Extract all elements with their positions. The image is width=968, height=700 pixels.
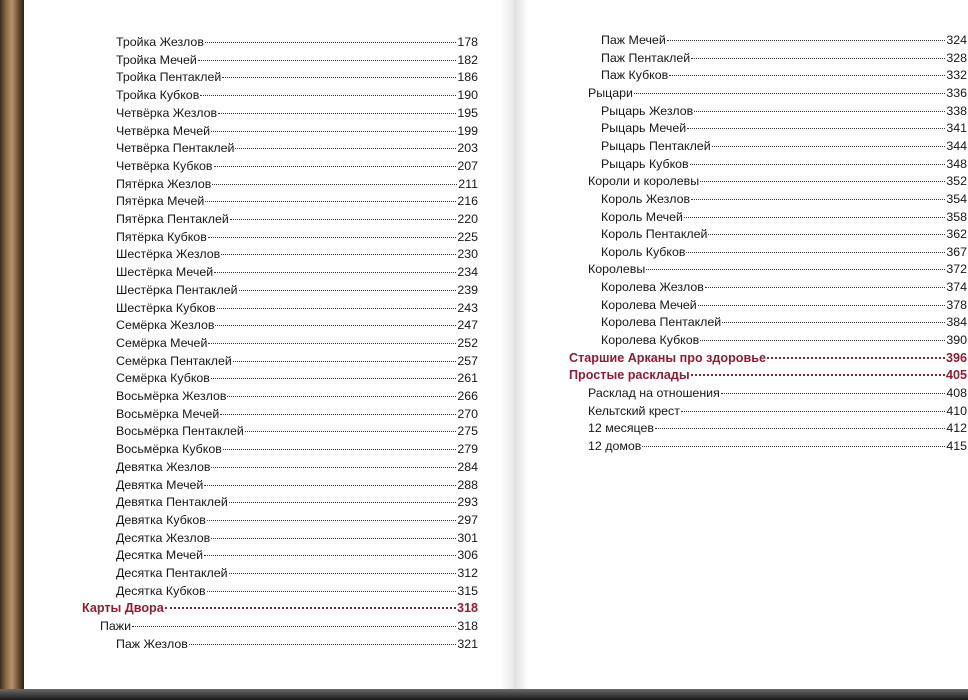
toc-entry: [82, 316, 478, 334]
toc-entry-title: Четвёрка Пентаклей: [116, 141, 235, 156]
toc-dot-leader: [687, 127, 945, 129]
toc-dot-leader: [705, 286, 946, 288]
toc-entry-title: Семёрка Пентаклей: [116, 353, 232, 368]
toc-entry-title: Расклад на отношения: [588, 386, 720, 400]
toc-entry: [82, 228, 478, 246]
toc-dot-leader: [691, 57, 945, 59]
toc-entry-title: Девятка Мечей: [116, 477, 204, 492]
toc-entry: [82, 175, 478, 193]
toc-entry-title: Король Мечей: [601, 209, 683, 224]
toc-dot-leader: [211, 537, 456, 539]
toc-entry-title: 12 месяцев: [588, 421, 654, 436]
toc-entry: [569, 402, 967, 420]
toc-entry: [82, 564, 478, 582]
toc-dot-leader: [204, 554, 456, 556]
toc-page-number: 284: [457, 459, 478, 474]
toc-page-number: 306: [457, 548, 478, 563]
book-spine-edge: [0, 0, 24, 700]
toc-dot-leader: [691, 373, 945, 376]
toc-entry-title: Старшие Арканы про здоровье: [569, 350, 766, 365]
toc-entry-title: Паж Кубков: [601, 68, 669, 83]
toc-dot-leader: [214, 165, 457, 167]
toc-entry-title: Тройка Мечей: [116, 52, 197, 67]
toc-page-number: 261: [457, 371, 478, 386]
toc-entry: [82, 157, 478, 175]
toc-page-number: 203: [457, 141, 478, 156]
toc-entry: [82, 245, 478, 263]
toc-dot-leader: [700, 339, 945, 341]
toc-dot-leader: [198, 59, 457, 61]
toc-page-number: 412: [946, 421, 967, 436]
toc-entry-title: Десятка Мечей: [116, 548, 204, 563]
toc-page-number: 178: [457, 35, 478, 49]
toc-dot-leader: [212, 183, 457, 185]
toc-page-number: 354: [946, 191, 967, 206]
toc-entry: [569, 102, 967, 120]
toc-page-number: 318: [457, 619, 478, 634]
toc-entry-title: Шестёрка Жезлов: [116, 247, 221, 262]
toc-page-number: 247: [457, 318, 478, 333]
toc-entry: [82, 68, 478, 86]
toc-page-number: 336: [946, 85, 967, 100]
toc-dot-leader: [239, 289, 457, 291]
toc-page-number: 195: [457, 105, 478, 120]
toc-page-number: 297: [457, 512, 478, 527]
toc-entry: [569, 190, 967, 208]
toc-entry: [82, 334, 478, 352]
toc-entry: [569, 278, 967, 296]
toc-entry: [569, 172, 967, 190]
toc-page-number: 190: [457, 88, 478, 103]
toc-dot-leader: [642, 445, 945, 447]
toc-entry: [82, 635, 478, 653]
toc-dot-leader: [189, 643, 456, 645]
toc-entry: [82, 546, 478, 564]
toc-entry-title: Девятка Пентаклей: [116, 495, 228, 510]
toc-page-number: 352: [946, 174, 967, 189]
toc-dot-leader: [220, 413, 456, 415]
toc-entry: [82, 369, 478, 387]
toc-entry: [569, 66, 967, 84]
toc-entry: [82, 493, 478, 511]
toc-page-number: 338: [946, 103, 967, 118]
toc-page-number: 362: [946, 227, 967, 242]
toc-entry: [82, 352, 478, 370]
toc-dot-leader: [215, 324, 456, 326]
toc-entry-title: Короли и королевы: [588, 174, 700, 189]
toc-entry: [82, 582, 478, 600]
toc-page-number: 367: [946, 244, 967, 259]
toc-entry: [569, 243, 967, 261]
toc-entry-title: Шестёрка Пентаклей: [116, 282, 238, 297]
toc-entry: [569, 331, 967, 349]
toc-dot-leader: [235, 147, 456, 149]
toc-page-number: 372: [946, 262, 967, 277]
toc-entry-title: Король Пентаклей: [601, 227, 708, 242]
toc-dot-leader: [233, 360, 456, 362]
toc-entry-title: Королева Пентаклей: [601, 315, 722, 330]
toc-entry: [569, 137, 967, 155]
book-bottom-edge: [0, 689, 968, 700]
toc-page-number: 318: [456, 601, 478, 616]
toc-page-number: 275: [457, 424, 478, 439]
toc-page-number: 374: [946, 280, 967, 295]
toc-dot-leader: [208, 342, 456, 344]
toc-page-number: 396: [945, 350, 967, 365]
toc-dot-leader: [223, 448, 456, 450]
book-gutter: [500, 0, 528, 689]
toc-dot-leader: [204, 484, 456, 486]
toc-dot-leader: [229, 572, 457, 574]
toc-dot-leader: [690, 163, 946, 165]
toc-dot-leader: [208, 236, 457, 238]
toc-dot-leader: [207, 590, 457, 592]
toc-entry-title: Пятёрка Пентаклей: [116, 212, 229, 226]
toc-section-heading: [569, 349, 967, 367]
toc-entry-title: Королева Мечей: [601, 297, 697, 312]
toc-dot-leader: [721, 392, 946, 394]
toc-entry: [569, 384, 967, 402]
toc-entry-title: Тройка Пентаклей: [116, 70, 222, 85]
toc-entry: [82, 104, 478, 122]
toc-entry: [569, 31, 967, 49]
toc-entry-title: Король Жезлов: [601, 191, 691, 206]
toc-entry: [82, 476, 478, 494]
toc-entry-title: Девятка Кубков: [116, 512, 206, 527]
toc-entry-title: 12 домов: [588, 438, 642, 453]
toc-page-number: 293: [457, 495, 478, 510]
toc-dot-leader: [132, 625, 456, 627]
toc-entry-title: Король Кубков: [601, 244, 686, 259]
toc-entry-title: Рыцарь Кубков: [601, 156, 689, 171]
toc-entry: [82, 86, 478, 104]
toc-dot-leader: [165, 606, 456, 609]
toc-dot-leader: [200, 94, 456, 96]
toc-page-number: 315: [457, 583, 478, 598]
toc-entry: [569, 225, 967, 243]
toc-page-number: 344: [946, 138, 967, 153]
toc-dot-leader: [217, 307, 457, 309]
toc-dot-leader: [211, 377, 456, 379]
toc-entry: [82, 122, 478, 140]
toc-dot-leader: [218, 112, 456, 114]
toc-dot-leader: [229, 501, 457, 503]
toc-entry-title: Семёрка Кубков: [116, 371, 210, 386]
toc-entry-title: Кельтский крест: [588, 403, 680, 418]
toc-entry: [82, 422, 478, 440]
toc-entry-title: Девятка Жезлов: [116, 459, 211, 474]
toc-entry: [82, 511, 478, 529]
toc-dot-leader: [205, 200, 456, 202]
toc-entry-title: Восьмёрка Жезлов: [116, 389, 227, 403]
toc-dot-leader: [230, 218, 457, 220]
toc-page-number: 384: [946, 315, 967, 330]
toc-dot-leader: [207, 519, 456, 521]
toc-page-number: 257: [457, 353, 478, 368]
toc-entry: [82, 299, 478, 317]
toc-entry: [82, 51, 478, 69]
toc-entry: [569, 49, 967, 67]
toc-page-number: 182: [457, 52, 478, 67]
toc-dot-leader: [694, 110, 945, 112]
toc-dot-leader: [684, 216, 945, 218]
toc-dot-leader: [708, 233, 945, 235]
toc-entry: [82, 33, 478, 51]
toc-dot-leader: [214, 271, 456, 273]
toc-page-number: 216: [457, 194, 478, 209]
toc-entry-title: Королева Кубков: [601, 333, 700, 348]
toc-page-number: 415: [946, 438, 967, 453]
toc-entry: [82, 440, 478, 458]
toc-entry-title: Десятка Кубков: [116, 583, 206, 598]
toc-dot-leader: [667, 39, 946, 41]
toc-page-number: 378: [946, 297, 967, 312]
toc-dot-leader: [767, 356, 945, 359]
toc-entry-title: Пятёрка Жезлов: [116, 176, 212, 191]
toc-entry-title: Паж Жезлов: [116, 636, 188, 651]
toc-dot-leader: [722, 321, 945, 323]
toc-page-number: 199: [457, 123, 478, 138]
toc-entry: [569, 84, 967, 102]
toc-entry-title: Тройка Кубков: [116, 88, 200, 103]
toc-dot-leader: [646, 268, 945, 270]
toc-entry-title: Шестёрка Кубков: [116, 300, 216, 315]
toc-dot-leader: [211, 466, 456, 468]
toc-entry-title: Семёрка Жезлов: [116, 318, 215, 333]
toc-entry-title: Королевы: [588, 262, 646, 277]
toc-entry: [82, 192, 478, 210]
toc-page-number: 332: [946, 68, 967, 83]
toc-page-number: 270: [457, 406, 478, 421]
toc-entry-title: Рыцарь Пентаклей: [601, 138, 711, 153]
toc-entry-title: Восьмёрка Пентаклей: [116, 424, 244, 439]
toc-page-number: 301: [457, 530, 478, 545]
toc-entry: [569, 208, 967, 226]
toc-dot-leader: [700, 180, 945, 182]
toc-entry-title: Простые расклады: [569, 368, 690, 383]
toc-page-number: 324: [946, 33, 967, 47]
toc-entry: [569, 313, 967, 331]
toc-page-number: 348: [946, 156, 967, 171]
toc-entry-title: Пятёрка Кубков: [116, 229, 207, 244]
toc-page-number: 211: [458, 176, 478, 191]
toc-entry-title: Карты Двора: [82, 601, 164, 616]
toc-dot-leader: [712, 145, 946, 147]
toc-page-number: 243: [457, 300, 478, 315]
toc-dot-leader: [211, 130, 456, 132]
toc-entry-title: Паж Пентаклей: [601, 50, 691, 65]
toc-page-number: 234: [457, 265, 478, 280]
toc-entry: [82, 139, 478, 157]
toc-page-number: 358: [946, 209, 967, 224]
toc-entry-title: Четвёрка Кубков: [116, 158, 213, 173]
toc-page-number: 408: [946, 386, 967, 400]
toc-page-number: 410: [946, 403, 967, 418]
toc-dot-leader: [669, 74, 945, 76]
toc-page-number: 405: [945, 368, 967, 383]
toc-entry-title: Пятёрка Мечей: [116, 194, 205, 209]
toc-entry: [569, 155, 967, 173]
toc-page-number: 220: [457, 212, 478, 226]
toc-entry-title: Десятка Жезлов: [116, 530, 211, 545]
toc-page-number: 288: [457, 477, 478, 492]
toc-entry-title: Рыцарь Мечей: [601, 121, 687, 136]
toc-entry-title: Семёрка Мечей: [116, 335, 208, 350]
toc-entry-title: Рыцари: [588, 85, 633, 100]
toc-entry: [569, 419, 967, 437]
toc-entry: [82, 263, 478, 281]
toc-dot-leader: [698, 304, 946, 306]
toc-page-number: 390: [946, 333, 967, 348]
toc-entry: [82, 529, 478, 547]
toc-entry: [82, 458, 478, 476]
toc-dot-leader: [245, 430, 457, 432]
toc-entry-title: Рыцарь Жезлов: [601, 103, 694, 118]
toc-dot-leader: [222, 76, 456, 78]
toc-entry: [82, 210, 478, 228]
toc-dot-leader: [686, 251, 945, 253]
toc-dot-leader: [634, 92, 945, 94]
toc-entry-title: Тройка Жезлов: [116, 35, 204, 49]
toc-entry-title: Четвёрка Жезлов: [116, 105, 218, 120]
toc-entry-title: Четвёрка Мечей: [116, 123, 211, 138]
toc-entry: [82, 405, 478, 423]
toc-page-number: 186: [457, 70, 478, 85]
toc-section-heading: [569, 366, 967, 384]
toc-page-number: 279: [457, 442, 478, 457]
toc-dot-leader: [655, 427, 945, 429]
toc-page-number: 225: [457, 229, 478, 244]
toc-entry: [82, 617, 478, 635]
toc-dot-leader: [691, 198, 945, 200]
toc-page-number: 341: [946, 121, 967, 136]
toc-entry-title: Десятка Пентаклей: [116, 566, 228, 580]
toc-entry-title: Паж Мечей: [601, 33, 666, 47]
toc-dot-leader: [227, 395, 456, 397]
toc-page-number: 321: [457, 636, 478, 651]
toc-page-number: 252: [457, 335, 478, 350]
toc-entry-title: Восьмёрка Кубков: [116, 442, 222, 457]
toc-entry-title: Королева Жезлов: [601, 280, 704, 295]
toc-dot-leader: [205, 41, 456, 43]
toc-dot-leader: [681, 410, 945, 412]
toc-page-number: 266: [457, 389, 478, 403]
toc-page-number: 312: [457, 566, 478, 580]
toc-page-number: 230: [457, 247, 478, 262]
toc-entry: [82, 281, 478, 299]
toc-entry-title: Восьмёрка Мечей: [116, 406, 220, 421]
toc-page-number: 239: [457, 282, 478, 297]
toc-entry-title: Шестёрка Мечей: [116, 265, 214, 280]
toc-section-heading: [82, 599, 478, 617]
toc-page-number: 328: [946, 50, 967, 65]
toc-page-number: 207: [457, 158, 478, 173]
toc-entry: [569, 296, 967, 314]
toc-entry: [569, 437, 967, 455]
toc-entry: [82, 387, 478, 405]
toc-dot-leader: [221, 253, 456, 255]
toc-entry-title: Пажи: [100, 619, 132, 634]
toc-entry: [569, 260, 967, 278]
toc-entry: [569, 119, 967, 137]
